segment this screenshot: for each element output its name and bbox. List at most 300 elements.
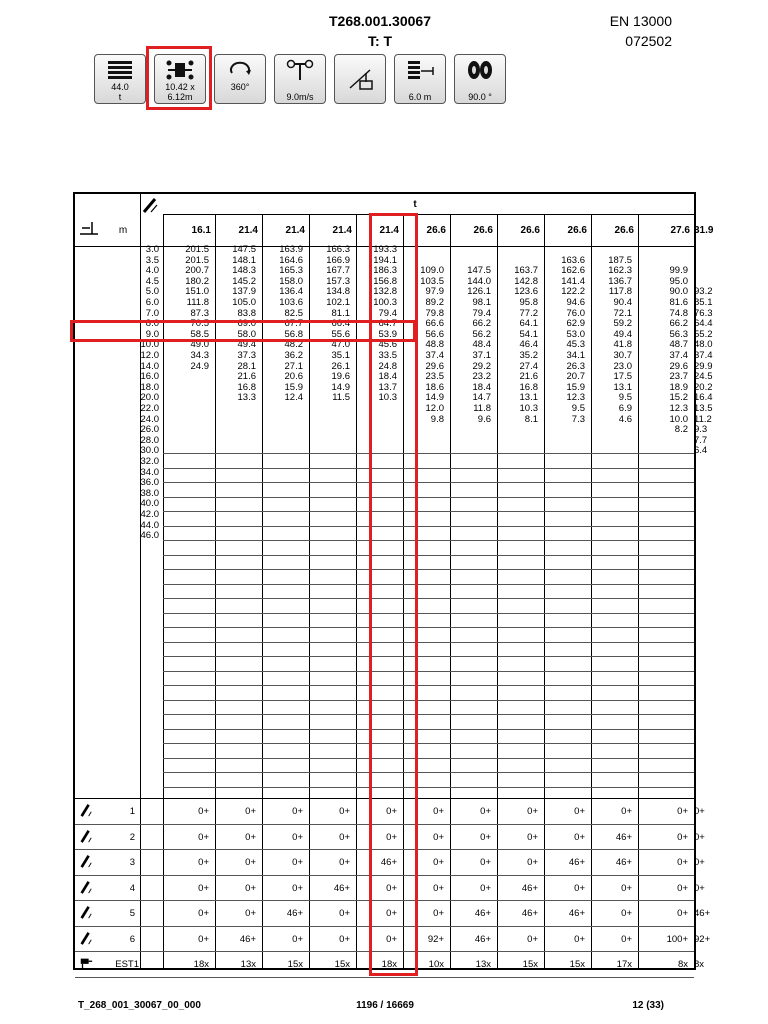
- load-value: 166.9: [326, 254, 350, 266]
- radius-value: 46.0: [140, 530, 159, 542]
- load-value: 6.4: [694, 445, 708, 457]
- row-divider: [75, 849, 694, 850]
- chip-line2: 90.0 °: [468, 92, 492, 102]
- hook-block-chip: [334, 54, 386, 104]
- load-value: 13.3: [237, 392, 256, 404]
- radius-value: 3.5: [145, 254, 159, 266]
- load-value: 9.3: [694, 424, 708, 436]
- hook-block-icon: [346, 63, 374, 95]
- load-value: 81.6: [669, 297, 688, 308]
- telescoping-value: 18x: [381, 959, 397, 970]
- footer-file-id: T_268_001_30067_00_000: [78, 1000, 201, 1011]
- load-value: 53.0: [566, 328, 585, 340]
- load-value: 4.6: [618, 413, 632, 425]
- telescoping-label: 1: [129, 806, 135, 817]
- telescoping-value: 46+: [521, 882, 538, 894]
- load-value: 29.9: [694, 360, 713, 372]
- load-value: 48.8: [425, 339, 444, 351]
- radius-value: 4.0: [145, 265, 159, 277]
- load-value: 200.7: [185, 265, 209, 277]
- radius-value: 9.0: [145, 328, 159, 340]
- load-value: 18.9: [669, 381, 688, 393]
- load-value: 151.0: [185, 286, 209, 298]
- load-value: 11.8: [473, 403, 491, 414]
- load-value: 56.2: [472, 328, 491, 340]
- row-divider: [163, 700, 694, 701]
- row-divider: [163, 656, 694, 657]
- counterweight-chip: [94, 54, 146, 104]
- load-value: 21.6: [519, 371, 538, 383]
- radius-value: 40.0: [140, 498, 159, 510]
- radius-value: 3.0: [145, 244, 159, 255]
- row-divider: [163, 642, 694, 643]
- telescoping-value: 0+: [677, 882, 688, 894]
- load-value: 93.2: [694, 286, 713, 298]
- load-value: 27.4: [519, 360, 538, 372]
- load-value: 14.9: [425, 392, 444, 404]
- chip-line2: t: [118, 92, 122, 102]
- load-value: 166.3: [326, 244, 350, 255]
- load-value: 186.3: [373, 265, 397, 277]
- row-divider: [163, 453, 694, 454]
- load-value: 53.9: [378, 328, 397, 340]
- load-value: 148.1: [232, 254, 256, 266]
- boom-length-header: 21.4: [285, 225, 305, 236]
- telescoping-value: 0+: [245, 831, 256, 843]
- load-value: 76.0: [566, 307, 585, 319]
- telescoping-label: 4: [129, 882, 135, 894]
- outrigger-icon: [166, 59, 194, 81]
- load-value: 26.1: [331, 360, 350, 372]
- row-divider: [163, 569, 694, 570]
- load-value: 58.0: [237, 328, 256, 340]
- load-value: 164.6: [279, 254, 303, 266]
- load-value: 162.3: [608, 265, 632, 277]
- load-value: 56.3: [669, 328, 688, 340]
- load-value: 12.4: [284, 392, 303, 404]
- row-divider: [163, 787, 694, 788]
- telescoping-value: 0+: [677, 831, 688, 843]
- telescoping-value: 0+: [339, 806, 350, 817]
- telescoping-value: 0+: [480, 831, 491, 843]
- telescoping-value: 46+: [474, 908, 491, 919]
- telescoping-value: 0+: [386, 908, 397, 919]
- load-value: 34.1: [566, 350, 585, 361]
- load-value: 132.8: [373, 286, 397, 298]
- load-value: 70.5: [190, 318, 209, 330]
- footer-record: 1196 / 16669: [356, 1000, 414, 1011]
- telescope-icon: [79, 931, 93, 945]
- anemometer-icon: [286, 59, 314, 81]
- boom-extension-chip: [394, 54, 446, 104]
- load-value: 15.9: [284, 381, 303, 393]
- load-value: 21.6: [237, 371, 256, 383]
- chart-mode: T: T: [367, 33, 393, 49]
- telescoping-value: 46+: [694, 908, 711, 919]
- load-value: 56.8: [284, 328, 303, 340]
- load-value: 58.5: [190, 328, 209, 340]
- load-value: 35.1: [331, 350, 350, 361]
- load-value: 36.2: [284, 350, 303, 361]
- telescoping-value: 0+: [386, 806, 397, 817]
- load-value: 16.8: [519, 381, 538, 393]
- load-value: 46.4: [519, 339, 538, 351]
- load-value: 30.7: [613, 350, 632, 361]
- telescoping-value: 0+: [198, 882, 209, 894]
- telescoping-value: 92+: [694, 933, 711, 945]
- load-value: 11.5: [332, 392, 350, 404]
- telescoping-value: 0+: [574, 882, 585, 894]
- engine-icon: [79, 956, 93, 970]
- load-value: 23.7: [669, 371, 688, 383]
- telescoping-label: EST1: [115, 959, 139, 970]
- load-value: 24.8: [378, 360, 397, 372]
- load-value: 29.6: [425, 360, 444, 372]
- load-value: 13.1: [613, 381, 632, 393]
- telescoping-value: 0+: [621, 933, 632, 945]
- telescoping-value: 0+: [198, 831, 209, 843]
- load-value: 145.2: [232, 275, 256, 287]
- telescoping-value: 0+: [386, 831, 397, 843]
- load-value: 23.0: [613, 360, 632, 372]
- load-value: 49.0: [190, 339, 209, 351]
- telescoping-value: 0+: [339, 857, 350, 868]
- load-value: 54.1: [519, 328, 538, 340]
- telescoping-value: 0+: [339, 908, 350, 919]
- slew-chip: [214, 54, 266, 104]
- load-value: 137.9: [232, 286, 256, 298]
- telescoping-value: 0+: [621, 908, 632, 919]
- row-divider: [163, 526, 694, 527]
- row-divider: [163, 598, 694, 599]
- load-value: 64.7: [378, 318, 397, 330]
- telescoping-value: 0+: [480, 882, 491, 894]
- telescoping-label: 5: [129, 908, 135, 919]
- telescoping-value: 0+: [198, 857, 209, 868]
- load-value: 82.5: [284, 307, 303, 319]
- load-value: 144.0: [467, 275, 491, 287]
- load-value: 163.7: [514, 265, 538, 277]
- load-value: 56.6: [425, 328, 444, 340]
- row-divider: [163, 613, 694, 614]
- load-value: 20.7: [566, 371, 585, 383]
- load-value: 10.3: [519, 403, 538, 414]
- telescoping-value: 0+: [677, 857, 688, 868]
- load-value: 6.9: [618, 403, 632, 414]
- telescoping-value: 8x: [694, 959, 705, 970]
- telescoping-value: 46+: [521, 908, 538, 919]
- telescoping-value: 18x: [193, 959, 209, 970]
- radius-value: 20.0: [140, 392, 159, 404]
- load-value: 142.8: [514, 275, 538, 287]
- telescoping-value: 15x: [334, 959, 350, 970]
- load-value: 48.0: [694, 339, 713, 351]
- radius-value: 4.5: [145, 275, 159, 287]
- telescoping-value: 0+: [480, 857, 491, 868]
- telescoping-value: 0+: [527, 933, 538, 945]
- load-value: 12.3: [669, 403, 688, 414]
- load-value: 12.0: [425, 403, 444, 414]
- telescoping-value: 0+: [574, 806, 585, 817]
- radius-value: 5.0: [145, 286, 159, 298]
- load-value: 98.1: [472, 297, 491, 308]
- load-value: 90.4: [613, 297, 632, 308]
- chip-line2: 9.0m/s: [286, 92, 314, 102]
- boom-length-header: 21.4: [379, 225, 399, 236]
- load-value: 194.1: [373, 254, 397, 266]
- load-value: 14.9: [331, 381, 350, 393]
- row-divider: [163, 743, 694, 744]
- radius-value: 44.0: [140, 519, 159, 531]
- outrigger-chip: [154, 54, 206, 104]
- load-value: 99.9: [669, 265, 688, 277]
- chip-line1: 44.0: [111, 82, 129, 92]
- footer-page: 12 (33): [632, 1000, 664, 1011]
- load-value: 11.2: [694, 413, 712, 425]
- load-value: 8.2: [674, 424, 688, 436]
- chip-line2: 6.12m: [167, 92, 193, 102]
- load-value: 10.3: [378, 392, 397, 404]
- load-value: 85.1: [694, 297, 713, 308]
- radius-value: 30.0: [140, 445, 159, 457]
- load-value: 95.0: [669, 275, 688, 287]
- radius-value: 34.0: [140, 466, 159, 478]
- radius-unit-label: m: [118, 225, 128, 236]
- row-divider: [75, 875, 694, 876]
- load-value: 19.6: [331, 371, 350, 383]
- load-value: 201.5: [185, 244, 209, 255]
- telescoping-value: 0+: [574, 933, 585, 945]
- telescoping-value: 0+: [339, 933, 350, 945]
- radius-value: 16.0: [140, 371, 159, 383]
- load-value: 26.3: [566, 360, 585, 372]
- telescoping-value: 0+: [433, 806, 444, 817]
- load-value: 79.8: [425, 307, 444, 319]
- radius-value: 38.0: [140, 487, 159, 499]
- load-value: 37.4: [669, 350, 688, 361]
- telescoping-value: 15x: [287, 959, 303, 970]
- row-divider: [163, 584, 694, 585]
- telescoping-value: 46+: [568, 857, 585, 868]
- telescope-icon: [79, 880, 93, 894]
- load-value: 10.0: [669, 413, 688, 425]
- load-value: 64.1: [519, 318, 538, 330]
- load-value: 15.9: [566, 381, 585, 393]
- boom-length-header: 16.1: [191, 225, 211, 236]
- row-divider: [75, 977, 694, 978]
- boom-length-header: 21.4: [238, 225, 258, 236]
- load-value: 90.0: [669, 286, 688, 298]
- row-divider: [163, 758, 694, 759]
- boom-length-header: 31.9: [694, 225, 714, 236]
- boom-icon: [142, 197, 158, 213]
- row-divider: [75, 926, 694, 927]
- load-value: 67.7: [284, 318, 303, 330]
- row-divider: [75, 951, 694, 952]
- telescoping-value: 0+: [292, 831, 303, 843]
- load-value: 16.4: [694, 392, 713, 404]
- load-value: 48.4: [472, 339, 491, 351]
- load-value: 81.1: [331, 307, 350, 319]
- row-divider: [163, 729, 694, 730]
- telescoping-label: 2: [129, 831, 135, 843]
- load-value: 136.7: [608, 275, 632, 287]
- telescoping-value: 100+: [666, 933, 688, 945]
- load-value: 102.1: [326, 297, 350, 308]
- load-value: 20.6: [284, 371, 303, 383]
- load-unit-label: t: [413, 199, 417, 210]
- load-value: 59.2: [613, 318, 632, 330]
- telescope-icon: [79, 829, 93, 843]
- telescoping-value: 0+: [621, 882, 632, 894]
- radius-icon: [78, 219, 100, 237]
- telescoping-value: 46+: [380, 857, 397, 868]
- telescoping-value: 0+: [527, 831, 538, 843]
- load-value: 9.5: [618, 392, 632, 404]
- telescoping-value: 46+: [615, 831, 632, 843]
- chip-line2: 6.0 m: [408, 92, 432, 102]
- load-value: 77.2: [519, 307, 538, 319]
- telescoping-value: 0+: [621, 806, 632, 817]
- load-value: 20.2: [694, 381, 713, 393]
- load-value: 18.6: [425, 381, 444, 393]
- load-value: 126.1: [467, 286, 491, 298]
- load-value: 66.6: [425, 318, 444, 330]
- telescoping-value: 46+: [615, 857, 632, 868]
- load-value: 16.8: [237, 381, 256, 393]
- telescoping-value: 0+: [527, 857, 538, 868]
- telescoping-value: 0+: [245, 882, 256, 894]
- load-value: 12.3: [566, 392, 585, 404]
- row-divider: [163, 671, 694, 672]
- telescoping-value: 0+: [198, 933, 209, 945]
- radius-value: 7.0: [145, 307, 159, 319]
- load-value: 17.5: [613, 371, 632, 383]
- load-value: 163.9: [279, 244, 303, 255]
- load-value: 167.7: [326, 265, 350, 277]
- load-value: 48.7: [669, 339, 688, 351]
- load-value: 94.6: [566, 297, 585, 308]
- chip-line1: 360°: [230, 82, 250, 92]
- load-value: 35.2: [519, 350, 538, 361]
- load-value: 66.2: [472, 318, 491, 330]
- row-divider: [163, 685, 694, 686]
- telescoping-value: 0+: [694, 806, 705, 817]
- load-value: 41.8: [613, 339, 632, 351]
- telescoping-value: 0+: [527, 806, 538, 817]
- chart-code: T268.001.30067: [329, 13, 431, 29]
- boom-length-header: 26.6: [614, 225, 634, 236]
- telescoping-value: 46+: [474, 933, 491, 945]
- radius-value: 14.0: [140, 360, 159, 372]
- telescoping-value: 0+: [694, 831, 705, 843]
- radius-value: 8.0: [145, 318, 159, 330]
- telescoping-value: 0+: [292, 806, 303, 817]
- load-value: 34.3: [190, 350, 209, 361]
- load-value: 147.5: [467, 265, 491, 277]
- counterweight-icon: [106, 59, 134, 81]
- load-value: 28.1: [237, 360, 256, 372]
- telescoping-value: 0+: [292, 882, 303, 894]
- telescoping-value: 0+: [433, 882, 444, 894]
- load-value: 117.8: [608, 286, 632, 298]
- load-value: 156.8: [373, 275, 397, 287]
- load-value: 74.8: [669, 307, 688, 319]
- load-value: 147.5: [232, 244, 256, 255]
- telescoping-value: 0+: [339, 831, 350, 843]
- load-value: 158.0: [279, 275, 303, 287]
- load-value: 33.5: [378, 350, 397, 361]
- telescoping-value: 0+: [694, 857, 705, 868]
- load-value: 9.6: [477, 413, 491, 425]
- load-value: 69.0: [237, 318, 256, 330]
- telescoping-value: 0+: [480, 806, 491, 817]
- load-value: 49.4: [237, 339, 256, 351]
- load-value: 103.5: [420, 275, 444, 287]
- telescoping-value: 46+: [239, 933, 256, 945]
- load-value: 62.9: [566, 318, 585, 330]
- boom-extension-icon: [406, 59, 434, 81]
- load-value: 83.8: [237, 307, 256, 319]
- telescope-icon: [79, 905, 93, 919]
- load-value: 24.5: [694, 371, 713, 383]
- telescoping-value: 46+: [568, 908, 585, 919]
- load-value: 8.1: [524, 413, 538, 425]
- row-divider: [163, 482, 694, 483]
- boom-length-header: 21.4: [332, 225, 352, 236]
- telescoping-value: 10x: [428, 959, 444, 970]
- standard-label: EN 13000: [609, 13, 672, 29]
- row-divider: [163, 511, 694, 512]
- load-value: 141.4: [561, 275, 585, 287]
- load-value: 100.3: [373, 297, 397, 308]
- radius-value: 36.0: [140, 477, 159, 489]
- telescoping-value: 0+: [574, 831, 585, 843]
- load-value: 37.3: [237, 350, 256, 361]
- load-value: 7.7: [694, 434, 708, 446]
- boom-length-header: 26.6: [473, 225, 493, 236]
- load-value: 180.2: [185, 275, 209, 287]
- load-value: 29.2: [472, 360, 491, 372]
- load-value: 37.4: [694, 350, 713, 361]
- boom-length-header: 26.6: [426, 225, 446, 236]
- telescoping-value: 0+: [292, 857, 303, 868]
- telescoping-value: 13x: [475, 959, 491, 970]
- telescoping-value: 0+: [198, 908, 209, 919]
- load-value: 134.8: [326, 286, 350, 298]
- load-value: 79.4: [378, 307, 397, 319]
- row-divider: [163, 627, 694, 628]
- telescoping-value: 0+: [245, 908, 256, 919]
- load-value: 9.5: [571, 403, 585, 414]
- load-value: 27.1: [284, 360, 303, 372]
- telescoping-value: 0+: [433, 831, 444, 843]
- load-value: 9.8: [430, 413, 444, 425]
- radius-value: 22.0: [140, 403, 159, 414]
- load-value: 45.6: [378, 339, 397, 351]
- load-value: 201.5: [185, 254, 209, 266]
- row-divider: [75, 824, 694, 825]
- boom-length-header: 26.6: [520, 225, 540, 236]
- load-value: 37.1: [472, 350, 491, 361]
- load-value: 157.3: [326, 275, 350, 287]
- load-value: 49.4: [613, 328, 632, 340]
- telescope-icon: [79, 803, 93, 817]
- telescoping-value: 0+: [386, 933, 397, 945]
- load-value: 18.4: [472, 381, 491, 393]
- telescoping-value: 46+: [333, 882, 350, 894]
- radius-value: 24.0: [140, 413, 159, 425]
